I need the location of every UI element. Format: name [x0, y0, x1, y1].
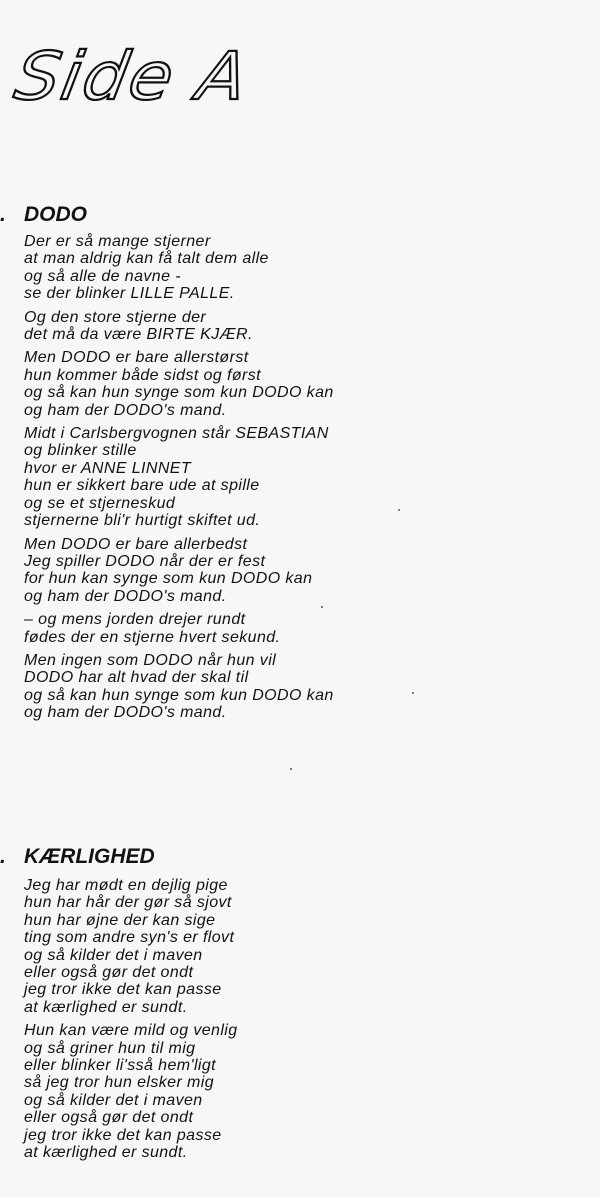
lyric-line: at kærlighed er sundt. — [24, 1144, 188, 1162]
lyric-line: hun kommer både sidst og først — [24, 366, 261, 384]
lyric-line: eller også gør det ondt — [24, 964, 194, 982]
lyric-line: DODO har alt hvad der skal til — [24, 669, 249, 687]
lyric-line: og blinker stille — [24, 442, 137, 460]
lyric-line: se der blinker LILLE PALLE. — [24, 285, 235, 303]
lyric-line: jeg tror ikke det kan passe — [24, 981, 222, 999]
lyric-line: eller også gør det ondt — [24, 1109, 194, 1127]
lyric-line: at man aldrig kan få talt dem alle — [24, 250, 269, 268]
song-heading-kaerlighed — [0, 845, 155, 869]
lyric-line: og så kilder det i maven — [24, 946, 203, 964]
lyric-line: og ham der DODO's mand. — [24, 704, 227, 722]
lyric-line: jeg tror ikke det kan passe — [24, 1126, 222, 1144]
song-lyrics-dodo — [24, 233, 334, 728]
lyric-line: hun er sikkert bare ude at spille — [24, 477, 260, 495]
lyric-line: hun har hår der gør så sjovt — [24, 894, 232, 912]
stanza — [24, 349, 334, 419]
lyric-line: så jeg tror hun elsker mig — [24, 1074, 215, 1092]
stanza — [24, 233, 334, 303]
dust-speck — [398, 509, 400, 511]
lyric-line: hvor er ANNE LINNET — [24, 459, 192, 477]
dust-speck — [321, 606, 323, 608]
lyric-line: fødes der en stjerne hvert sekund. — [24, 628, 281, 646]
stanza — [24, 611, 334, 646]
lyric-line: for hun kan synge som kun DODO kan — [24, 570, 313, 588]
lyric-line: og så kilder det i maven — [24, 1091, 203, 1109]
lyric-line: Men DODO er bare allerbedst — [24, 535, 248, 553]
stanza — [24, 652, 334, 722]
lyric-line: hun har øjne der kan sige — [24, 911, 216, 929]
stanza — [24, 536, 334, 606]
lyric-line: Men ingen som DODO når hun vil — [24, 651, 277, 669]
lyric-line: Jeg spiller DODO når der er fest — [24, 552, 266, 570]
song-title: KÆRLIGHED — [24, 845, 155, 868]
stanza — [24, 1022, 238, 1161]
song-title: DODO — [24, 203, 87, 226]
dust-speck — [290, 768, 292, 770]
lyric-line: og så kan hun synge som kun DODO kan — [24, 686, 334, 704]
stanza — [24, 309, 334, 344]
lyric-line: Men DODO er bare allerstørst — [24, 349, 249, 367]
lyric-line: ting som andre syn's er flovt — [24, 929, 235, 947]
lyric-line: Der er så mange stjerner — [24, 233, 211, 250]
lyric-line: og så alle de navne - — [24, 267, 181, 285]
lyric-line: det må da være BIRTE KJÆR. — [24, 326, 253, 344]
dust-speck — [412, 692, 414, 694]
lyric-line: eller blinker li'sså hem'ligt — [24, 1057, 216, 1075]
lyric-line: Jeg har mødt en dejlig pige — [24, 877, 228, 894]
lyric-line: – og mens jorden drejer rundt — [24, 611, 246, 629]
stanza — [24, 425, 334, 529]
song-lyrics-kaerlighed — [24, 877, 238, 1168]
side-title: Side A — [9, 38, 255, 115]
lyric-line: og ham der DODO's mand. — [24, 401, 227, 419]
song-number: . — [0, 203, 6, 226]
lyric-line: stjernerne bli'r hurtigt skiftet ud. — [24, 512, 261, 530]
song-number: . — [0, 845, 6, 868]
lyric-line: og ham der DODO's mand. — [24, 587, 227, 605]
lyric-line: og så griner hun til mig — [24, 1039, 196, 1057]
lyric-line: og så kan hun synge som kun DODO kan — [24, 384, 334, 402]
lyric-line: Midt i Carlsbergvognen står SEBASTIAN — [24, 425, 329, 443]
lyric-line: at kærlighed er sundt. — [24, 998, 188, 1016]
song-heading-dodo — [0, 203, 87, 227]
stanza — [24, 877, 238, 1016]
lyric-line: og se et stjerneskud — [24, 494, 176, 512]
lyric-line: Hun kan være mild og venlig — [24, 1022, 238, 1040]
lyric-line: Og den store stjerne der — [24, 308, 207, 326]
